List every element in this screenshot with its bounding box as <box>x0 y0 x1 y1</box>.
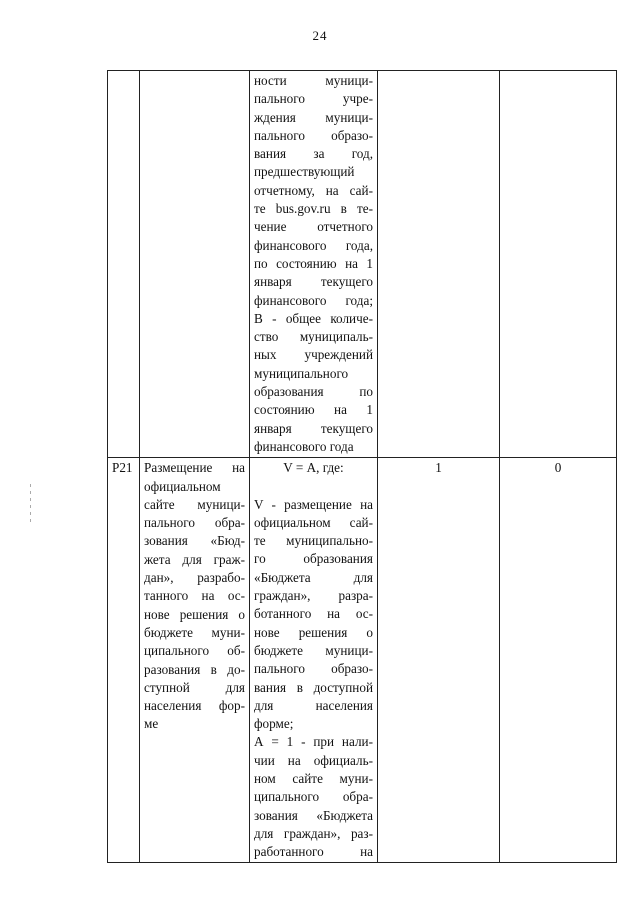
row1-formula-text <box>254 72 373 456</box>
text-line: форме; <box>254 716 294 732</box>
page-number: 24 <box>312 28 328 43</box>
value-1: 1 <box>435 460 442 476</box>
margin-marks <box>30 480 34 540</box>
text-line: те муниципально- <box>254 533 373 549</box>
row1-name-cell <box>140 71 250 458</box>
text-line: для населения <box>254 697 373 713</box>
text-line: пального образо- <box>254 127 373 143</box>
text-line: образования по <box>254 384 373 400</box>
text-line: бюджете муни- <box>144 624 245 640</box>
text-line: пального образо- <box>254 661 373 677</box>
text-line: зования «Бюд- <box>144 533 245 549</box>
text-line: чение отчетного <box>254 219 373 235</box>
text-line: танного на ос- <box>144 588 245 604</box>
text-line: по состоянию на 1 <box>254 255 373 271</box>
indicator-name <box>144 459 245 733</box>
text-line: дан», разрабо- <box>144 570 245 586</box>
text-line: официальном сай- <box>254 514 373 530</box>
text-line: вания в доступной <box>254 679 373 695</box>
row2-value2-cell <box>500 458 617 863</box>
text-line: жета для граж- <box>144 551 245 567</box>
row2-code-cell <box>108 458 140 863</box>
text-line: «Бюджета для <box>254 569 373 585</box>
text-line: ципального об- <box>144 643 245 659</box>
text-line: нове решения о <box>254 624 373 640</box>
text-line: го образования <box>254 551 373 567</box>
table-row <box>108 71 617 458</box>
text-line: В - общее количе- <box>254 310 373 326</box>
text-line: чии на официаль- <box>254 752 373 768</box>
text-line: ступной для <box>144 679 245 695</box>
text-line: разования в до- <box>144 661 245 677</box>
text-line: сайте муници- <box>144 496 245 512</box>
text-line: А = 1 - при нали- <box>254 734 373 750</box>
text-line: нове решения о <box>144 606 245 622</box>
text-line: финансового года; <box>254 292 373 308</box>
row1-code-cell <box>108 71 140 458</box>
text-line: ных учреждений <box>254 347 373 363</box>
row2-name-cell <box>140 458 250 863</box>
text-line: ждения муници- <box>254 109 373 125</box>
row1-value2-cell <box>500 71 617 458</box>
formula-title: V = А, где: <box>283 460 344 476</box>
text-line: муниципального <box>254 365 349 381</box>
text-line: ме <box>144 716 159 732</box>
row1-value1-cell <box>378 71 500 458</box>
text-line: для граждан», раз- <box>254 825 373 841</box>
text-line: января текущего <box>254 420 373 436</box>
text-line: населения фор- <box>144 698 245 714</box>
row2-formula-cell <box>250 458 378 863</box>
text-line: пального обра- <box>144 515 245 531</box>
table-row <box>108 458 617 863</box>
indicator-code: Р21 <box>112 460 133 476</box>
text-line: ности муници- <box>254 73 373 88</box>
text-line: предшествующий <box>254 164 355 180</box>
text-line: финансового года <box>254 438 354 454</box>
text-line: пального учре- <box>254 91 373 107</box>
text-line: работанного на <box>254 844 373 860</box>
indicator-table <box>107 70 617 863</box>
text-line: V - размещение на <box>254 496 373 512</box>
text-line: Размещение на <box>144 460 245 476</box>
row1-formula-cell <box>250 71 378 458</box>
formula-description <box>254 496 373 862</box>
text-line: ципального обра- <box>254 789 373 805</box>
text-line: зования «Бюджета <box>254 807 373 823</box>
text-line: финансового года, <box>254 237 373 253</box>
row2-value1-cell <box>378 458 500 863</box>
text-line: те bus.gov.ru в те- <box>254 201 373 217</box>
text-line: состоянию на 1 <box>254 402 373 418</box>
text-line: официальном <box>144 478 221 494</box>
text-line: ботанного на ос- <box>254 606 373 622</box>
value-2: 0 <box>554 460 562 476</box>
text-line: бюджете муници- <box>254 642 373 658</box>
text-line: ном сайте муни- <box>254 770 373 786</box>
text-line: вания за год, <box>254 146 373 162</box>
text-line: граждан», разра- <box>254 588 373 604</box>
text-line: ство муниципаль- <box>254 329 373 345</box>
text-line: отчетному, на сай- <box>254 182 373 198</box>
text-line: января текущего <box>254 274 373 290</box>
